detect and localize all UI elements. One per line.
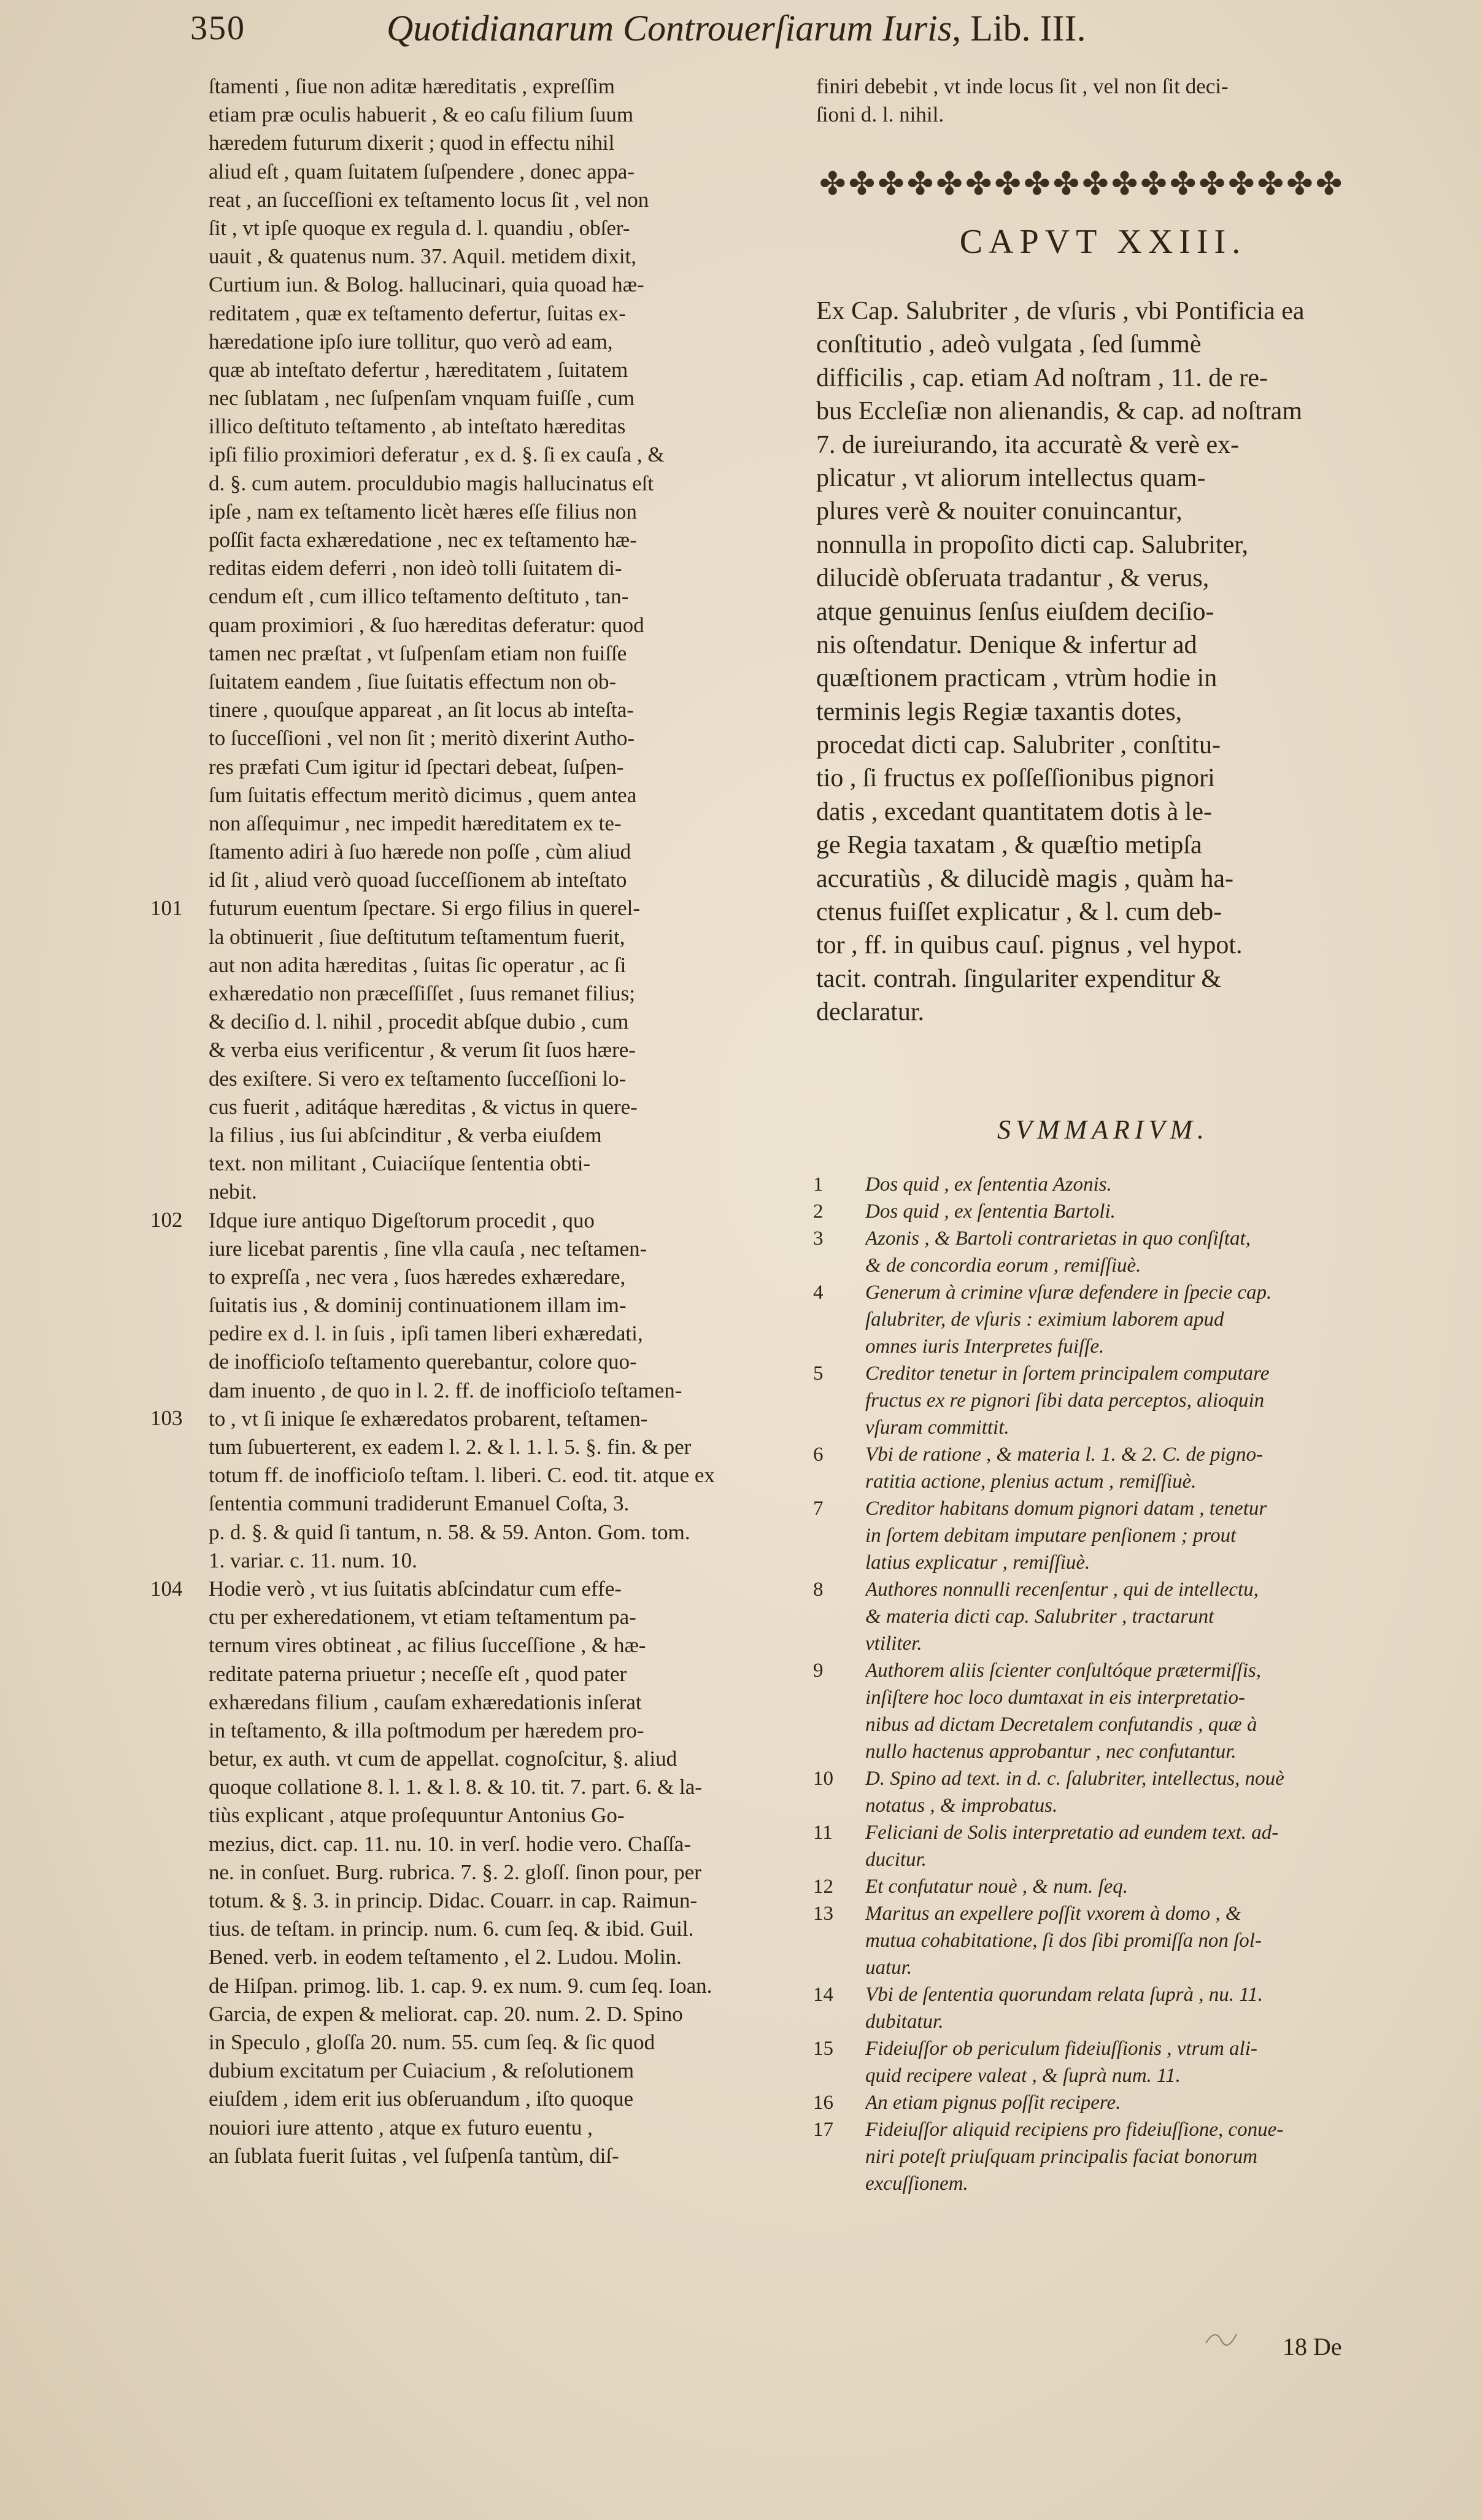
argument-line: Ex Cap. Salubriter , de vſuris , vbi Pontificia ea — [816, 297, 1305, 325]
argument-line: terminis legis Regiæ taxantis dotes, — [816, 697, 1183, 726]
text-line: reditate paterna priuetur ; neceſſe eſt , quod pater — [209, 1661, 627, 1686]
summary-item-number: 3 — [813, 1227, 824, 1250]
text-line: ſuitatis ius , & dominij continuationem illam im- — [209, 1293, 627, 1318]
text-line: tamen nec præſtat , vt ſuſpenſam etiam non fuiſſe — [209, 641, 627, 665]
summary-item-line: Azonis , & Bartoli contrarietas in quo conſiſtat, — [865, 1227, 1251, 1250]
summary-item-number: 16 — [813, 2092, 833, 2114]
argument-line: difficilis , cap. etiam Ad noſtram , 11. de re- — [816, 363, 1268, 392]
text-line: ſententia communi tradiderunt Emanuel Coſta, 3. — [209, 1491, 630, 1516]
text-line: hæredatione ipſo iure tollitur, quo verò ad eam, — [209, 329, 613, 354]
text-line: illico deſtituto teſtamento , ab inteſtato hæreditas — [209, 414, 626, 439]
text-line: tius. de teſtam. in princip. num. 6. cum ſeq. & ibid. Guil. — [209, 1917, 694, 1941]
summary-item-line: ducitur. — [865, 1849, 927, 1871]
summary-item-line: dubitatur. — [865, 2011, 944, 2033]
summary-item-number: 10 — [813, 1768, 833, 1790]
text-line: cendum eſt , cum illico teſtamento deſtituto , tan- — [209, 584, 629, 609]
summary-item-line: Generum à crimine vſuræ defendere in ſpecie cap. — [865, 1281, 1272, 1304]
summary-item-number: 14 — [813, 1984, 833, 2006]
text-line: dubium excitatum per Cuiacium , & reſolutionem — [209, 2058, 635, 2083]
summary-item — [813, 1900, 1390, 1981]
paragraph-number: 103 — [150, 1406, 183, 1431]
text-line: & verba eius verificentur , & verum ſit ſuos hære- — [209, 1038, 636, 1062]
argument-line: conſtitutio , adeò vulgata , ſed ſummè — [816, 330, 1202, 359]
text-line: des exiſtere. Si vero ex teſtamento ſucceſſioni lo- — [209, 1066, 627, 1091]
summary-item-number: 8 — [813, 1579, 824, 1601]
argument-line: nonnulla in propoſito dicti cap. Salubriter, — [816, 530, 1249, 559]
summary-item — [813, 1981, 1390, 2035]
text-line: reditatem , quæ ex teſtamento defertur, ſuitas ex- — [209, 301, 626, 325]
argument-line: ge Regia taxatam , & quæſtio metipſa — [816, 831, 1202, 860]
argument-line: atque genuinus ſenſus eiuſdem deciſio- — [816, 597, 1214, 626]
text-line: ſuitatem eandem , ſiue ſuitatis effectum non ob- — [209, 669, 617, 694]
text-line: text. non militant , Cuiaciíque ſententia obti- — [209, 1151, 591, 1176]
text-line: futurum euentum ſpectare. Si ergo filius in querel- — [209, 896, 641, 921]
text-line: in Speculo , gloſſa 20. num. 55. cum ſeq. & ſic quod — [209, 2030, 655, 2054]
summary-item — [813, 1657, 1390, 1765]
text-line: dam inuento , de quo in l. 2. ff. de inofficioſo teſtamen- — [209, 1378, 682, 1402]
summary-item-line: Dos quid , ex ſententia Azonis. — [865, 1173, 1112, 1196]
text-line: ipſi filio proximiori deferatur , ex d. §. ſi ex cauſa , & — [209, 443, 665, 467]
text-line: ctu per exheredationem, vt etiam teſtamentum pa- — [209, 1605, 636, 1629]
summary-item-line: vtiliter. — [865, 1633, 922, 1655]
summary-list — [813, 1171, 1390, 2197]
text-line: finiri debebit , vt inde locus ſit , vel non ſit deci- — [816, 74, 1229, 98]
argument-line: plures verè & nouiter conuincantur, — [816, 497, 1183, 526]
summary-item-number: 9 — [813, 1660, 824, 1682]
chapter-title: CAPVT XXIII. — [959, 223, 1247, 261]
summary-item-line: Dos quid , ex ſententia Bartoli. — [865, 1200, 1116, 1223]
text-line: Bened. verb. in eodem teſtamento , el 2. Ludou. Molin. — [209, 1945, 682, 1969]
summary-item-number: 12 — [813, 1876, 833, 1898]
text-line: to expreſſa , nec vera , ſuos hæredes exhæredare, — [209, 1264, 626, 1289]
summary-item — [813, 1765, 1390, 1819]
summary-item-line: vſuram committit. — [865, 1417, 1009, 1439]
summary-item-line: Et confutatur nouè , & num. ſeq. — [865, 1876, 1129, 1898]
text-line: non aſſequimur , nec impedit hæreditatem ex te- — [209, 811, 622, 835]
text-line: an ſublata fuerit ſuitas , vel ſuſpenſa tantùm, diſ- — [209, 2143, 619, 2168]
text-line: eiuſdem , idem erit ius obſeruandum , iſto quoque — [209, 2087, 634, 2111]
text-line: ternum vires obtineat , ac filius ſucceſſione , & hæ- — [209, 1633, 646, 1658]
text-line: cus fuerit , aditáque hæreditas , & victus in quere- — [209, 1094, 638, 1119]
summary-item-number: 2 — [813, 1200, 824, 1223]
decorative-ornament-band: ✤✤✤✤✤✤✤✤✤✤✤✤✤✤✤✤✤✤ — [819, 167, 1345, 202]
text-line: Idque iure antiquo Digeſtorum procedit , quo — [209, 1208, 595, 1232]
summary-item — [813, 1360, 1390, 1441]
text-line: ipſe , nam ex teſtamento licèt hæres eſſe filius non — [209, 499, 637, 524]
summary-item-line: Fideiuſſor ob periculum fideiuſſionis , vtrum ali- — [865, 2038, 1257, 2060]
summary-item-line: & de concordia eorum , remiſſiuè. — [865, 1254, 1141, 1277]
text-line: la obtinuerit , ſiue deſtitutum teſtamentum fuerit, — [209, 924, 625, 949]
summary-item-line: nullo hactenus approbantur , nec confutantur. — [865, 1741, 1237, 1763]
running-title-book: Lib. III. — [970, 8, 1086, 48]
summary-item-line: mutua cohabitatione, ſi dos ſibi promiſſa non ſol- — [865, 1930, 1262, 1952]
text-line: de Hiſpan. primog. lib. 1. cap. 9. ex num. 9. cum ſeq. Ioan. — [209, 1973, 712, 1998]
summary-item — [813, 1171, 1390, 1198]
summary-item-line: inſiſtere hoc loco dumtaxat in eis interpretatio- — [865, 1687, 1245, 1709]
argument-line: plicatur , vt aliorum intellectus quam- — [816, 463, 1206, 492]
page-number: 350 — [190, 9, 245, 47]
text-line: mezius, dict. cap. 11. nu. 10. in verſ. hodie vero. Chaſſa- — [209, 1831, 691, 1856]
text-line: to , vt ſi inique ſe exhæredatos probarent, teſtamen- — [209, 1406, 648, 1431]
argument-line: ctenus fuiſſet explicatur , & l. cum deb- — [816, 898, 1222, 927]
text-line: totum ff. de inofficioſo teſtam. l. liberi. C. eod. tit. atque ex — [209, 1463, 715, 1488]
summary-item — [813, 1279, 1390, 1360]
text-line: iure licebat parentis , ſine vlla cauſa , nec teſtamen- — [209, 1236, 647, 1261]
left-text-column — [209, 72, 782, 2170]
text-line: tiùs explicant , atque proſequuntur Antonius Go- — [209, 1803, 625, 1828]
text-line: quam proximiori , & ſuo hæreditas deferatur: quod — [209, 613, 644, 637]
summary-item — [813, 2035, 1390, 2089]
text-line: tum ſubuerterent, ex eadem l. 2. & l. 1. l. 5. §. fin. & per — [209, 1435, 692, 1459]
text-line: la filius , ius ſui abſcinditur , & verba eiuſdem — [209, 1123, 602, 1147]
summary-item — [813, 1576, 1390, 1657]
summary-item-line: notatus , & improbatus. — [865, 1795, 1058, 1817]
summary-item-number: 15 — [813, 2038, 833, 2060]
summary-item-line: latius explicatur , remiſſiuè. — [865, 1552, 1090, 1574]
argument-line: bus Eccleſiæ non alienandis, & cap. ad noſtram — [816, 397, 1302, 426]
text-line: ſtamenti , ſiue non aditæ hæreditatis , expreſſim — [209, 74, 615, 98]
summary-item-number: 17 — [813, 2119, 833, 2141]
paragraph-number: 104 — [150, 1576, 183, 1601]
summary-item-line: Authorem aliis ſcienter conſultóque prætermiſſis, — [865, 1660, 1261, 1682]
argument-line: procedat dicti cap. Salubriter , conſtitu- — [816, 731, 1221, 760]
text-line: Hodie verò , vt ius ſuitatis abſcindatur cum effe- — [209, 1576, 622, 1601]
text-line: reditas eidem deferri , non ideò tolli ſuitatem di- — [209, 556, 622, 581]
summary-item — [813, 1873, 1390, 1900]
argument-line: declaratur. — [816, 998, 925, 1027]
text-line: p. d. §. & quid ſi tantum, n. 58. & 59. Anton. Gom. tom. — [209, 1520, 690, 1544]
summary-item — [813, 1819, 1390, 1873]
text-line: de inofficioſo teſtamento querebantur, colore quo- — [209, 1350, 637, 1374]
summary-item-line: omnes iuris Interpretes fuiſſe. — [865, 1335, 1105, 1358]
summary-item — [813, 2089, 1390, 2116]
text-line: Garcia, de expen & meliorat. cap. 20. num. 2. D. Spino — [209, 2001, 683, 2026]
summary-item-line: quid recipere valeat , & ſuprà num. 11. — [865, 2065, 1181, 2087]
text-line: nebit. — [209, 1180, 257, 1204]
summary-item-line: Creditor tenetur in ſortem principalem computare — [865, 1362, 1270, 1385]
text-line: ne. in conſuet. Burg. rubrica. 7. §. 2. gloſſ. ſinon pour, per — [209, 1860, 701, 1884]
summary-title: SVMMARIVM. — [997, 1115, 1210, 1145]
paragraph-number: 102 — [150, 1208, 183, 1232]
text-line: etiam præ oculis habuerit , & eo caſu filium ſuum — [209, 102, 634, 127]
summary-item-line: Feliciani de Solis interpretatio ad eundem text. ad- — [865, 1822, 1279, 1844]
summary-item-line: An etiam pignus poſſit recipere. — [865, 2092, 1121, 2114]
argument-line: 7. de iureiurando, ita accuratè & verè ex- — [816, 430, 1240, 459]
text-line: aut non adita hæreditas , ſuitas ſic operatur , ac ſi — [209, 953, 627, 977]
summary-item-number: 13 — [813, 1903, 833, 1925]
summary-item-line: niri poteſt priuſquam principalis faciat bonorum — [865, 2146, 1257, 2168]
ink-flourish-mark — [1203, 2325, 1240, 2349]
summary-item-number: 1 — [813, 1173, 824, 1196]
chapter-argument — [816, 295, 1390, 1029]
text-line: Curtium iun. & Bolog. hallucinari, quia quoad hæ- — [209, 272, 644, 297]
summary-item-number: 6 — [813, 1444, 824, 1466]
text-line: poſſit facta exhæredatione , nec ex teſtamento hæ- — [209, 528, 637, 552]
text-line: ſum ſuitatis effectum meritò dicimus , quem antea — [209, 783, 637, 807]
summary-item-line: Vbi de ſententia quorundam relata ſuprà , nu. 11. — [865, 1984, 1264, 2006]
text-line: nouiori iure attento , atque ex futuro euentu , — [209, 2115, 593, 2139]
text-line: reat , an ſucceſſioni ex teſtamento locus ſit , vel non — [209, 187, 649, 212]
summary-item-line: Vbi de ratione , & materia l. 1. & 2. C. de pigno- — [865, 1444, 1264, 1466]
summary-item-number: 4 — [813, 1281, 824, 1304]
argument-line: dilucidè obſeruata tradantur , & verus, — [816, 564, 1210, 593]
text-line: 1. variar. c. 11. num. 10. — [209, 1548, 417, 1572]
right-column-continuation — [816, 72, 1390, 129]
text-line: id ſit , aliud verò quoad ſucceſſionem ab inteſtato — [209, 868, 627, 892]
summary-item-line: ratitia actione, plenius actum , remiſſiuè. — [865, 1471, 1197, 1493]
text-line: in teſtamento, & illa poſtmodum per hæredem pro- — [209, 1718, 644, 1742]
text-line: quæ ab inteſtato defertur , hæreditatem , ſuitatem — [209, 357, 628, 382]
summary-item-line: fructus ex re pignori ſibi data perceptos, alioquin — [865, 1389, 1265, 1412]
summary-item — [813, 1441, 1390, 1495]
running-title — [387, 7, 1086, 50]
text-line: & deciſio d. l. nihil , procedit abſque dubio , cum — [209, 1010, 629, 1034]
catchword: 18 De — [1283, 2333, 1342, 2360]
text-line: to ſucceſſioni , vel non ſit ; meritò dixerint Autho- — [209, 726, 635, 751]
running-header — [190, 0, 1356, 61]
argument-line: accuratiùs , & dilucidè magis , quàm ha- — [816, 864, 1233, 893]
text-line: exhæredans filium , cauſam exhæredationis inſerat — [209, 1690, 642, 1714]
summary-item — [813, 2116, 1390, 2197]
text-line: pedire ex d. l. in ſuis , ipſi tamen liberi exhæredati, — [209, 1321, 643, 1346]
summary-item-number: 5 — [813, 1362, 824, 1385]
summary-item-number: 7 — [813, 1498, 824, 1520]
summary-item-line: ſalubriter, de vſuris : eximium laborem apud — [865, 1308, 1224, 1331]
text-line: nec ſublatam , nec ſuſpenſam vnquam fuiſſe , cum — [209, 386, 635, 411]
summary-item-line: D. Spino ad text. in d. c. ſalubriter, intellectus, nouè — [865, 1768, 1284, 1790]
text-line: exhæredatio non præceſſiſſet , ſuus remanet filius; — [209, 981, 635, 1005]
summary-item-line: in ſortem debitam imputare penſionem ; prout — [865, 1525, 1237, 1547]
argument-line: tio , ſi fructus ex poſſeſſionibus pignori — [816, 764, 1215, 793]
summary-item — [813, 1198, 1390, 1225]
summary-item-line: nibus ad dictam Decretalem confutandis , quæ à — [865, 1714, 1257, 1736]
argument-line: datis , excedant quantitatem dotis à le- — [816, 797, 1212, 826]
text-line: uauit , & quatenus num. 37. Aquil. metidem dixit, — [209, 244, 637, 269]
argument-line: nis oſtendatur. Denique & infertur ad — [816, 630, 1197, 659]
argument-line: tor , ff. in quibus cauſ. pignus , vel hypot. — [816, 931, 1243, 960]
summary-item-line: Maritus an expellere poſſit vxorem à domo , & — [865, 1903, 1241, 1925]
summary-item-line: excuſſionem. — [865, 2173, 968, 2195]
text-line: ſioni d. l. nihil. — [816, 102, 944, 127]
text-line: betur, ex auth. vt cum de appellat. cognoſcitur, §. aliud — [209, 1747, 677, 1771]
summary-item-line: Authores nonnulli recenſentur , qui de intellectu, — [865, 1579, 1259, 1601]
summary-item-number: 11 — [813, 1822, 833, 1844]
summary-item — [813, 1225, 1390, 1279]
summary-item-line: Fideiuſſor aliquid recipiens pro fideiuſſione, conue- — [865, 2119, 1284, 2141]
text-line: ſit , vt ipſe quoque ex regula d. l. quandiu , obſer- — [209, 215, 630, 240]
text-line: aliud eſt , quam ſuitatem ſuſpendere , donec appa- — [209, 159, 635, 184]
text-line: totum. & §. 3. in princip. Didac. Couarr. in cap. Raimun- — [209, 1888, 698, 1912]
summary-item — [813, 1495, 1390, 1576]
summary-item-line: Creditor habitans domum pignori datam , tenetur — [865, 1498, 1267, 1520]
paragraph-number: 101 — [150, 895, 183, 920]
text-line: d. §. cum autem. proculdubio magis hallucinatus eſt — [209, 471, 654, 495]
text-line: ſtamento adiri à ſuo hærede non poſſe , cùm aliud — [209, 840, 631, 864]
text-line: tinere , quouſque appareat , an ſit locus ab inteſta- — [209, 698, 634, 722]
summary-item-line: uatur. — [865, 1957, 913, 1979]
running-title-text: Quotidianarum Controuerſiarum Iuris, — [387, 8, 962, 48]
argument-line: tacit. contrah. ſingulariter expenditur & — [816, 964, 1222, 993]
text-line: hæredem futurum dixerit ; quod in effectu nihil — [209, 131, 615, 155]
text-line: quoque collatione 8. l. 1. & l. 8. & 10. tit. 7. part. 6. & la- — [209, 1775, 702, 1799]
argument-line: quæſtionem practicam , vtrùm hodie in — [816, 664, 1218, 693]
summary-item-line: & materia dicti cap. Salubriter , tractarunt — [865, 1606, 1214, 1628]
text-line: res præfati Cum igitur id ſpectari debeat, ſuſpen- — [209, 754, 624, 779]
